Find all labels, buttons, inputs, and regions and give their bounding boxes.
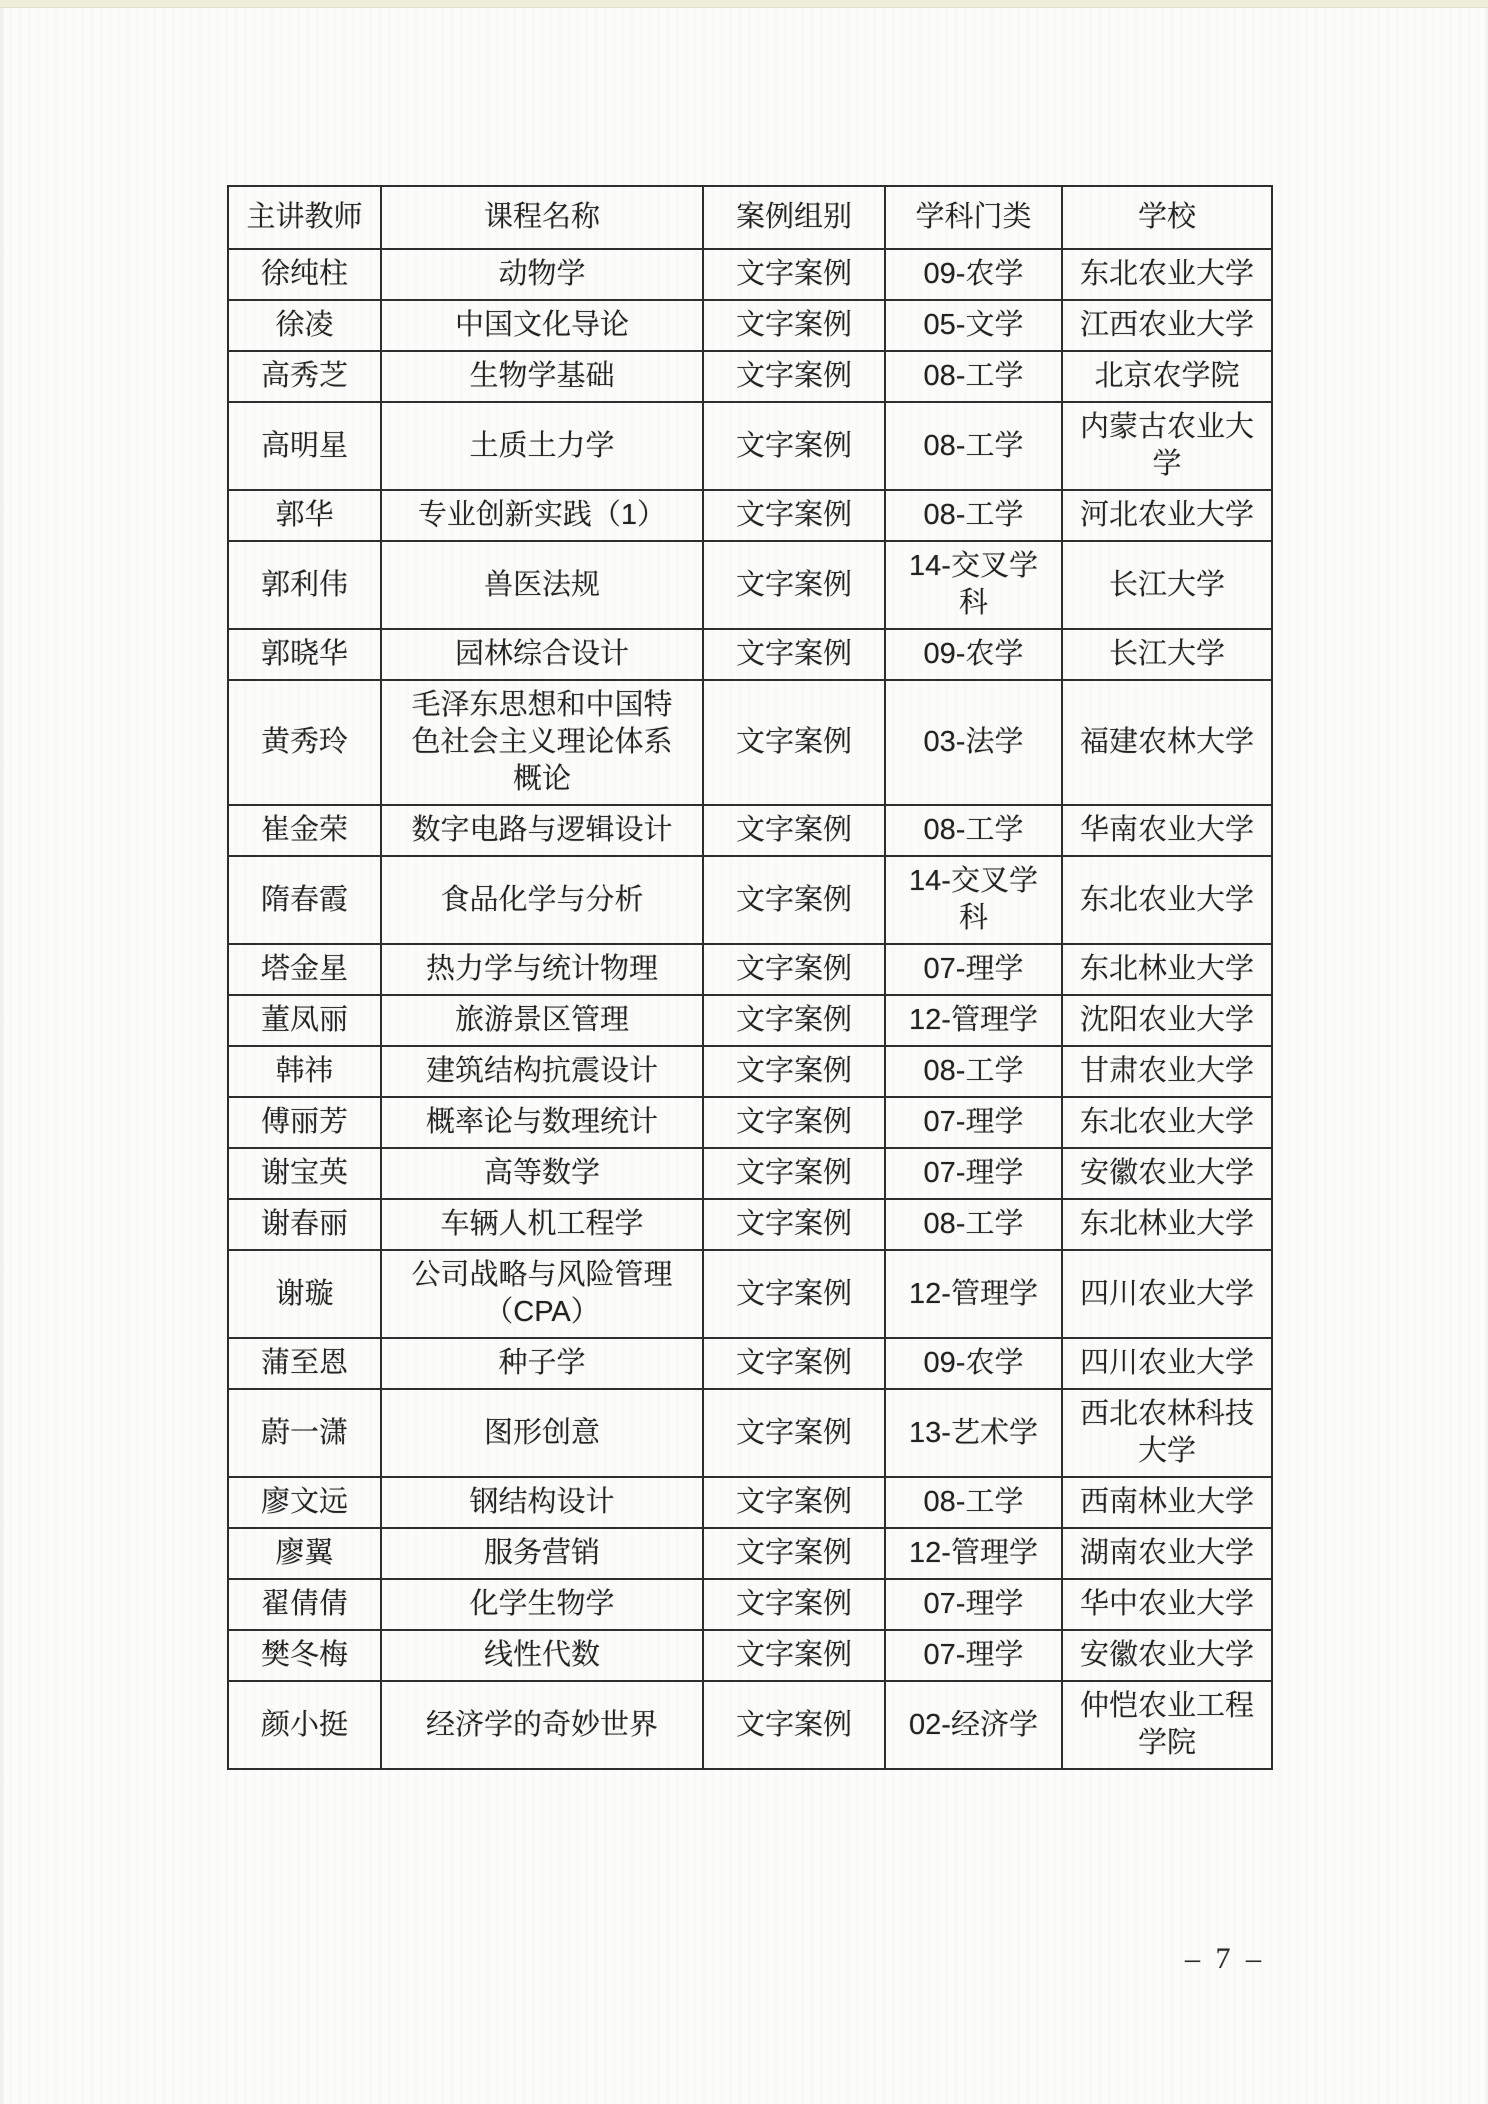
- table-cell-teacher: 黄秀玲: [228, 680, 381, 805]
- table-cell-case-group: 文字案例: [703, 629, 885, 680]
- table-cell-school: 内蒙古农业大学: [1062, 402, 1272, 490]
- table-row: [228, 402, 1272, 490]
- table-row: [228, 1199, 1272, 1250]
- table-cell-course: 高等数学: [381, 1148, 703, 1199]
- table-cell-case-group: 文字案例: [703, 1579, 885, 1630]
- table-cell-discipline: 12-管理学: [885, 1528, 1062, 1579]
- table-cell-school: 长江大学: [1062, 541, 1272, 629]
- table-cell-course: 热力学与统计物理: [381, 944, 703, 995]
- table-cell-teacher: 郭华: [228, 490, 381, 541]
- table-cell-course: 园林综合设计: [381, 629, 703, 680]
- table-cell-school: 华中农业大学: [1062, 1579, 1272, 1630]
- header-cell-case-group: 案例组别: [703, 186, 885, 249]
- table-cell-case-group: 文字案例: [703, 944, 885, 995]
- table-cell-teacher: 蒲至恩: [228, 1338, 381, 1389]
- table-cell-discipline: 08-工学: [885, 402, 1062, 490]
- table-cell-school: 江西农业大学: [1062, 300, 1272, 351]
- table-cell-school: 四川农业大学: [1062, 1250, 1272, 1338]
- table-cell-case-group: 文字案例: [703, 1046, 885, 1097]
- table-cell-discipline: 14-交叉学科: [885, 856, 1062, 944]
- table-cell-case-group: 文字案例: [703, 680, 885, 805]
- table-cell-discipline: 14-交叉学科: [885, 541, 1062, 629]
- table-row: [228, 1148, 1272, 1199]
- table-cell-case-group: 文字案例: [703, 249, 885, 300]
- table-cell-discipline: 07-理学: [885, 944, 1062, 995]
- table-cell-case-group: 文字案例: [703, 1630, 885, 1681]
- table-cell-teacher: 董凤丽: [228, 995, 381, 1046]
- table-cell-discipline: 07-理学: [885, 1148, 1062, 1199]
- header-cell-discipline: 学科门类: [885, 186, 1062, 249]
- table-cell-school: 东北农业大学: [1062, 1097, 1272, 1148]
- table-cell-discipline: 09-农学: [885, 249, 1062, 300]
- table-cell-teacher: 廖翼: [228, 1528, 381, 1579]
- table-cell-case-group: 文字案例: [703, 1199, 885, 1250]
- table-cell-course: 钢结构设计: [381, 1477, 703, 1528]
- table-cell-teacher: 塔金星: [228, 944, 381, 995]
- table-cell-school: 东北林业大学: [1062, 944, 1272, 995]
- table-cell-course: 经济学的奇妙世界: [381, 1681, 703, 1769]
- table-cell-teacher: 谢宝英: [228, 1148, 381, 1199]
- table-cell-discipline: 07-理学: [885, 1579, 1062, 1630]
- table-cell-school: 西北农林科技大学: [1062, 1389, 1272, 1477]
- table-cell-discipline: 09-农学: [885, 629, 1062, 680]
- table-cell-teacher: 樊冬梅: [228, 1630, 381, 1681]
- table-cell-case-group: 文字案例: [703, 490, 885, 541]
- table-cell-discipline: 08-工学: [885, 1046, 1062, 1097]
- table-cell-course: 毛泽东思想和中国特色社会主义理论体系概论: [381, 680, 703, 805]
- table-cell-discipline: 05-文学: [885, 300, 1062, 351]
- table-row: [228, 1097, 1272, 1148]
- table-row: [228, 300, 1272, 351]
- table-row: [228, 1389, 1272, 1477]
- header-cell-school: 学校: [1062, 186, 1272, 249]
- table-cell-discipline: 08-工学: [885, 805, 1062, 856]
- table-cell-school: 长江大学: [1062, 629, 1272, 680]
- table-row: [228, 249, 1272, 300]
- table-cell-school: 沈阳农业大学: [1062, 995, 1272, 1046]
- table-cell-course: 旅游景区管理: [381, 995, 703, 1046]
- table-cell-school: 四川农业大学: [1062, 1338, 1272, 1389]
- table-cell-discipline: 03-法学: [885, 680, 1062, 805]
- table-cell-case-group: 文字案例: [703, 351, 885, 402]
- table-cell-course: 食品化学与分析: [381, 856, 703, 944]
- table-cell-course: 建筑结构抗震设计: [381, 1046, 703, 1097]
- table-row: [228, 1250, 1272, 1338]
- header-cell-course: 课程名称: [381, 186, 703, 249]
- table-header-row: [228, 186, 1272, 249]
- table-cell-teacher: 徐纯柱: [228, 249, 381, 300]
- table-row: [228, 1477, 1272, 1528]
- table-cell-school: 东北林业大学: [1062, 1199, 1272, 1250]
- table-cell-school: 河北农业大学: [1062, 490, 1272, 541]
- table-cell-teacher: 徐凌: [228, 300, 381, 351]
- table-cell-school: 甘肃农业大学: [1062, 1046, 1272, 1097]
- table-cell-course: 图形创意: [381, 1389, 703, 1477]
- table-cell-teacher: 谢璇: [228, 1250, 381, 1338]
- table-cell-teacher: 傅丽芳: [228, 1097, 381, 1148]
- table-cell-discipline: 08-工学: [885, 1199, 1062, 1250]
- table-cell-teacher: 韩祎: [228, 1046, 381, 1097]
- table-cell-course: 公司战略与风险管理（CPA）: [381, 1250, 703, 1338]
- table-cell-case-group: 文字案例: [703, 805, 885, 856]
- table-row: [228, 490, 1272, 541]
- page-number: – 7 –: [1185, 1942, 1265, 1975]
- table-cell-case-group: 文字案例: [703, 402, 885, 490]
- table-cell-school: 东北农业大学: [1062, 249, 1272, 300]
- table-cell-case-group: 文字案例: [703, 995, 885, 1046]
- table-cell-case-group: 文字案例: [703, 1097, 885, 1148]
- table-cell-course: 概率论与数理统计: [381, 1097, 703, 1148]
- table-cell-teacher: 颜小挺: [228, 1681, 381, 1769]
- table-cell-course: 专业创新实践（1）: [381, 490, 703, 541]
- table-cell-teacher: 蔚一潇: [228, 1389, 381, 1477]
- table-cell-discipline: 12-管理学: [885, 1250, 1062, 1338]
- table-cell-teacher: 高明星: [228, 402, 381, 490]
- table-row: [228, 1528, 1272, 1579]
- table-cell-course: 线性代数: [381, 1630, 703, 1681]
- table-cell-course: 生物学基础: [381, 351, 703, 402]
- case-table: [227, 185, 1273, 1770]
- case-table-body: [228, 249, 1272, 1769]
- header-cell-teacher: 主讲教师: [228, 186, 381, 249]
- table-row: [228, 944, 1272, 995]
- table-cell-course: 动物学: [381, 249, 703, 300]
- table-cell-teacher: 廖文远: [228, 1477, 381, 1528]
- table-cell-teacher: 崔金荣: [228, 805, 381, 856]
- table-cell-discipline: 08-工学: [885, 1477, 1062, 1528]
- table-row: [228, 995, 1272, 1046]
- table-cell-discipline: 13-艺术学: [885, 1389, 1062, 1477]
- table-cell-case-group: 文字案例: [703, 1148, 885, 1199]
- table-row: [228, 629, 1272, 680]
- table-row: [228, 351, 1272, 402]
- table-cell-case-group: 文字案例: [703, 541, 885, 629]
- table-cell-school: 华南农业大学: [1062, 805, 1272, 856]
- table-row: [228, 680, 1272, 805]
- table-cell-discipline: 08-工学: [885, 351, 1062, 402]
- table-row: [228, 1046, 1272, 1097]
- table-cell-teacher: 翟倩倩: [228, 1579, 381, 1630]
- table-cell-school: 福建农林大学: [1062, 680, 1272, 805]
- table-row: [228, 1338, 1272, 1389]
- table-cell-school: 安徽农业大学: [1062, 1630, 1272, 1681]
- table-row: [228, 856, 1272, 944]
- table-cell-discipline: 02-经济学: [885, 1681, 1062, 1769]
- table-cell-case-group: 文字案例: [703, 856, 885, 944]
- table-row: [228, 1630, 1272, 1681]
- table-cell-case-group: 文字案例: [703, 1338, 885, 1389]
- scan-top-edge: [0, 0, 1488, 8]
- table-row: [228, 541, 1272, 629]
- table-cell-case-group: 文字案例: [703, 300, 885, 351]
- table-cell-school: 仲恺农业工程学院: [1062, 1681, 1272, 1769]
- table-cell-school: 北京农学院: [1062, 351, 1272, 402]
- table-cell-discipline: 07-理学: [885, 1097, 1062, 1148]
- table-cell-course: 中国文化导论: [381, 300, 703, 351]
- table-cell-teacher: 高秀芝: [228, 351, 381, 402]
- table-cell-school: 东北农业大学: [1062, 856, 1272, 944]
- table-row: [228, 1681, 1272, 1769]
- table-cell-discipline: 12-管理学: [885, 995, 1062, 1046]
- table-cell-discipline: 08-工学: [885, 490, 1062, 541]
- table-cell-course: 兽医法规: [381, 541, 703, 629]
- table-cell-teacher: 隋春霞: [228, 856, 381, 944]
- table-cell-course: 服务营销: [381, 1528, 703, 1579]
- table-cell-discipline: 09-农学: [885, 1338, 1062, 1389]
- table-cell-teacher: 郭晓华: [228, 629, 381, 680]
- table-cell-case-group: 文字案例: [703, 1389, 885, 1477]
- table-cell-discipline: 07-理学: [885, 1630, 1062, 1681]
- table-cell-course: 化学生物学: [381, 1579, 703, 1630]
- table-cell-course: 数字电路与逻辑设计: [381, 805, 703, 856]
- table-cell-school: 西南林业大学: [1062, 1477, 1272, 1528]
- table-cell-course: 种子学: [381, 1338, 703, 1389]
- table-cell-case-group: 文字案例: [703, 1250, 885, 1338]
- table-cell-case-group: 文字案例: [703, 1528, 885, 1579]
- table-row: [228, 1579, 1272, 1630]
- table-cell-course: 车辆人机工程学: [381, 1199, 703, 1250]
- table-cell-course: 土质土力学: [381, 402, 703, 490]
- table-row: [228, 805, 1272, 856]
- table-cell-case-group: 文字案例: [703, 1477, 885, 1528]
- table-cell-teacher: 郭利伟: [228, 541, 381, 629]
- table-cell-teacher: 谢春丽: [228, 1199, 381, 1250]
- table-cell-school: 安徽农业大学: [1062, 1148, 1272, 1199]
- table-cell-school: 湖南农业大学: [1062, 1528, 1272, 1579]
- table-cell-case-group: 文字案例: [703, 1681, 885, 1769]
